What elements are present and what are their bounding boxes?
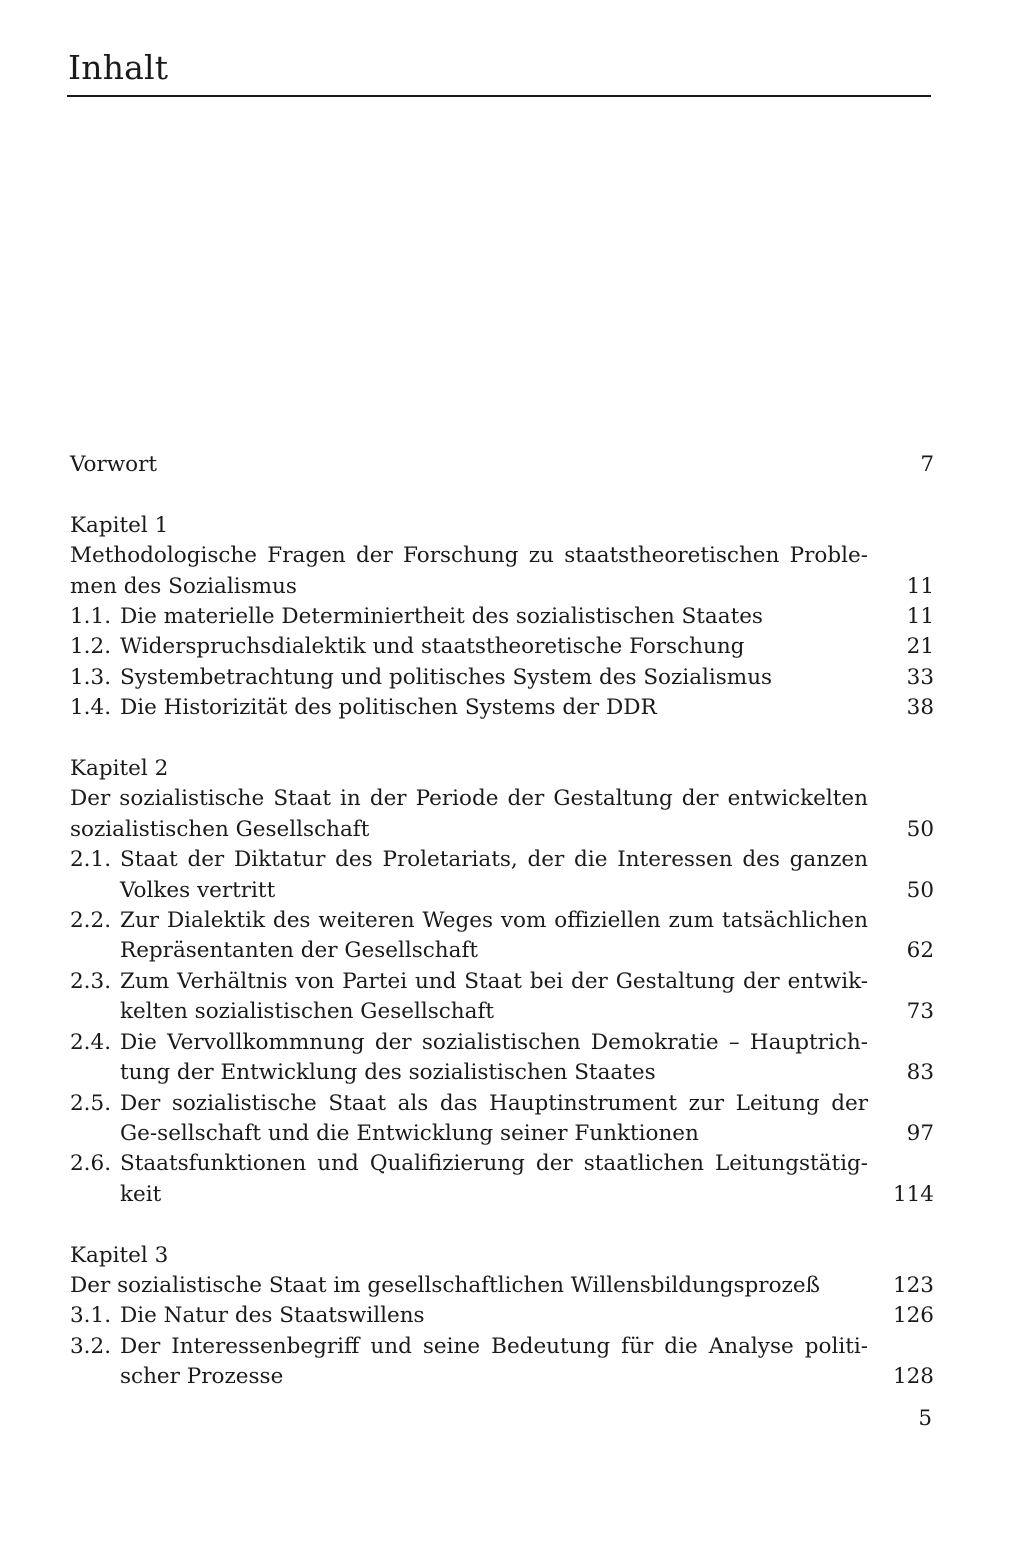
toc-section-number: 1.2. — [70, 634, 112, 660]
title-rule — [67, 95, 931, 97]
toc-section-number: 2.6. — [70, 1151, 112, 1177]
toc-entry-text: Staatsfunktionen und Qualifizierung der staatlichen Leitungstätig-keit — [120, 1151, 868, 1207]
toc-page-number: 126 — [892, 1303, 934, 1329]
toc-section-number: 3.1. — [70, 1303, 112, 1329]
toc-page-number: 73 — [906, 999, 934, 1025]
toc-page-number: 33 — [906, 664, 934, 690]
toc-section — [70, 1149, 934, 1210]
toc-page-number: 50 — [906, 816, 934, 842]
toc-section-number: 2.3. — [70, 968, 112, 994]
toc-section — [70, 1301, 934, 1331]
toc-section — [70, 967, 934, 1028]
toc-section — [70, 845, 934, 906]
chapter-label: Kapitel 2 — [70, 756, 169, 782]
toc-page-number: 128 — [892, 1364, 934, 1390]
chapter-2-block — [70, 754, 934, 1210]
chapter-label: Kapitel 3 — [70, 1242, 169, 1268]
toc-entry-text: Der sozialistische Staat im gesellschaftlichen Willensbildungsprozeß — [70, 1272, 820, 1298]
toc-page-number: 21 — [906, 634, 934, 660]
toc-entry-text: Vorwort — [70, 452, 158, 477]
toc-section-number: 3.2. — [70, 1333, 112, 1359]
toc-section — [70, 1089, 934, 1150]
toc-page-number: 62 — [906, 938, 934, 964]
toc-page-number: 50 — [906, 877, 934, 903]
toc-page-number: 11 — [906, 573, 934, 599]
toc-section — [70, 906, 934, 967]
toc-section-number: 1.1. — [70, 604, 112, 630]
toc-section — [70, 693, 934, 723]
toc-entry-text: Der sozialistische Staat als das Hauptinstrument zur Leitung der Ge-sellschaft und die Entwicklung seiner Funktionen — [120, 1090, 868, 1146]
toc-page-number: 7 — [920, 452, 934, 477]
toc-entry-text: Die materielle Determiniertheit des sozialistischen Staates — [120, 604, 763, 630]
page-title: Inhalt — [68, 48, 169, 87]
toc-section — [70, 602, 934, 632]
table-of-contents — [70, 450, 934, 1393]
toc-section-number: 2.1. — [70, 847, 112, 873]
toc-section — [70, 1332, 934, 1393]
toc-entry-text: Der sozialistische Staat in der Periode der Gestaltung der entwickelten sozialistischen Gesellschaft — [70, 786, 868, 842]
toc-entry-text: Systembetrachtung und politisches System des Sozialismus — [120, 664, 773, 690]
toc-page-number: 11 — [906, 604, 934, 630]
toc-page-number: 123 — [892, 1272, 934, 1298]
chapter-3-block — [70, 1241, 934, 1393]
toc-section — [70, 1028, 934, 1089]
toc-entry-text: Zur Dialektik des weiteren Weges vom offiziellen zum tatsächlichen Repräsentanten der Gesellschaft — [120, 908, 868, 964]
toc-section-number: 2.2. — [70, 908, 112, 934]
toc-section-number: 2.5. — [70, 1090, 112, 1116]
toc-section — [70, 663, 934, 693]
chapter-1-block — [70, 511, 934, 724]
page-folio: 5 — [918, 1406, 932, 1431]
toc-entry-text: Die Vervollkommnung der sozialistischen Demokratie – Hauptrich-tung der Entwicklung des sozialistischen Staates — [120, 1029, 868, 1086]
toc-entry-text: Widerspruchsdialektik und staatstheoretische Forschung — [120, 634, 745, 660]
toc-entry-text: Der Interessenbegriff und seine Bedeutung für die Analyse politi-scher Prozesse — [120, 1333, 868, 1390]
toc-section — [70, 632, 934, 662]
toc-section-number: 1.3. — [70, 664, 112, 690]
toc-chapter-title — [70, 784, 934, 845]
chapter-label: Kapitel 1 — [70, 512, 169, 538]
toc-entry-vorwort — [70, 450, 934, 480]
toc-entry-text: Methodologische Fragen der Forschung zu staatstheoretischen Proble-men des Sozialismus — [70, 543, 868, 599]
toc-chapter-title — [70, 541, 934, 602]
toc-page-number: 38 — [906, 695, 934, 721]
toc-entry-text: Die Natur des Staatswillens — [120, 1303, 425, 1329]
toc-page-number: 114 — [892, 1181, 934, 1207]
toc-entry-text: Zum Verhältnis von Partei und Staat bei der Gestaltung der entwik-kelten sozialistischen Gesellschaft — [120, 968, 868, 1025]
toc-chapter-title — [70, 1271, 934, 1301]
toc-page-number: 97 — [906, 1120, 934, 1146]
toc-section-number: 1.4. — [70, 695, 112, 721]
toc-entry-text: Die Historizität des politischen Systems der DDR — [120, 695, 657, 721]
toc-page-number: 83 — [906, 1060, 934, 1086]
toc-section-number: 2.4. — [70, 1029, 112, 1055]
toc-entry-text: Staat der Diktatur des Proletariats, der die Interessen des ganzen Volkes vertritt — [120, 847, 868, 903]
